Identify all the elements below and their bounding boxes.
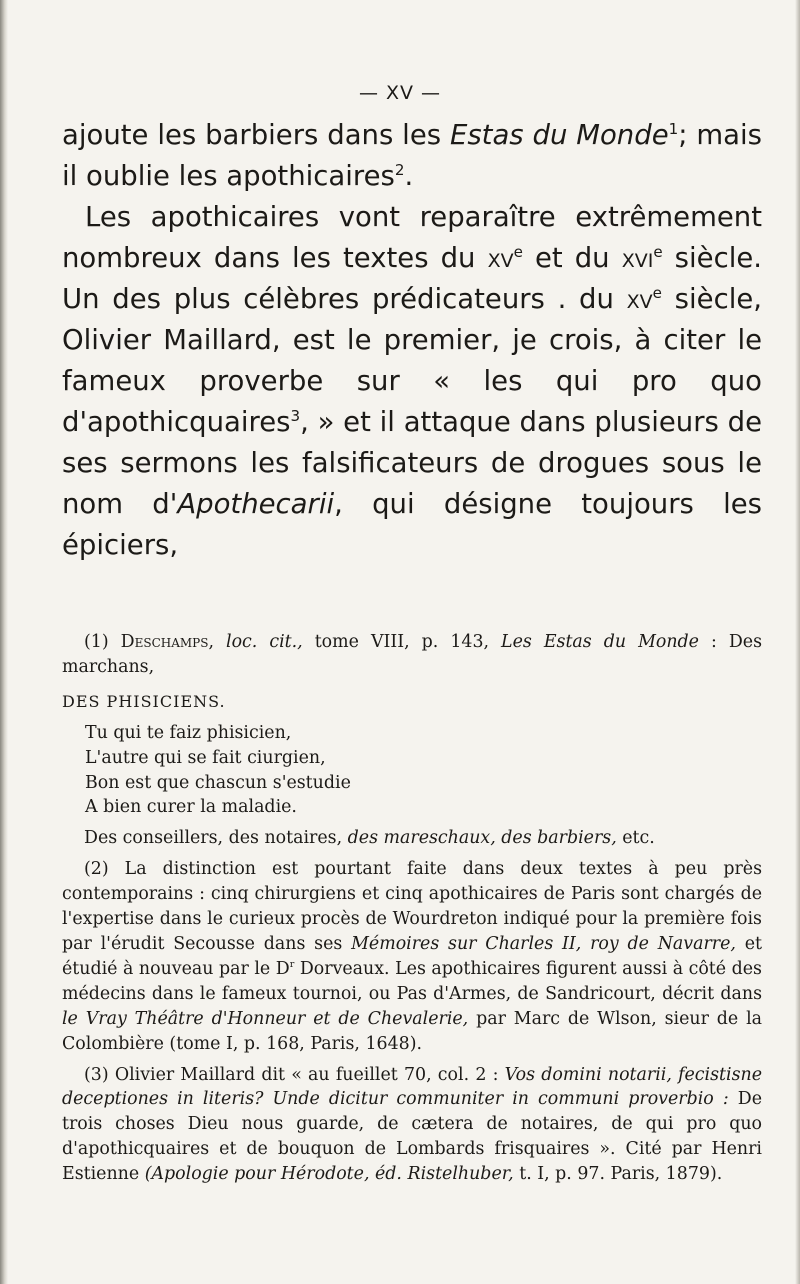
verse-heading: DES PHISICIENS. (62, 691, 226, 711)
verse-line: L'autre qui se fait ciurgien, (85, 747, 326, 768)
text-run: (3) Olivier Maillard dit « au fueillet 70, col. 2 : (84, 1064, 505, 1085)
book-title: Estas du Monde (449, 119, 669, 151)
verse-line: A bien curer la maladie. (85, 797, 297, 818)
latin-quote: Vos domini notarii, fecistisne deceptiones in literis? Unde dicitur communiter in communi proverbio : (62, 1064, 762, 1110)
text-run: ajoute les barbiers dans les (62, 119, 450, 151)
text-run: (2) La distinction est pourtant faite dans deux textes à peu près contemporains : cinq chirurgiens et cinq apothicaires de Paris sont chargés de l'expertise dans le curieux procès de Wourdreton indiqué pour la première fois par l'érudit Secousse dans ses (62, 859, 762, 954)
century-numeral: xvi (621, 242, 654, 274)
footnote-1-continued (62, 826, 762, 851)
text-run: ; mais il oublie les apothicaires (62, 119, 763, 192)
footnote-ref[interactable]: 1 (668, 119, 679, 138)
book-title: le Vray Théâtre d'Honneur et de Chevalerie, (62, 1008, 469, 1029)
book-title: (Apologie pour Hérodote, éd. Ristelhuber, (144, 1164, 514, 1185)
text-run: De trois choses Dieu nous guarde, de cætera de notaires, de qui pro quo d'apothicquaires et de bouquon de Lombards frisquaires ». Cité par Henri Estienne (62, 1089, 762, 1185)
ordinal-suffix: e (653, 242, 663, 261)
author-name: Deschamps, (120, 632, 215, 652)
citation-abbrev: loc. cit., (214, 632, 303, 652)
text-run: siècle, Olivier Maillard, est le premier, je crois, à citer le fameux proverbe sur « les qui pro quo d'apothicquaires (62, 283, 762, 438)
text-run: t. I, p. 97. Paris, 1879). (513, 1164, 723, 1185)
italic-run: des mareschaux, des barbiers, (347, 828, 617, 849)
page-binding-edge (0, 0, 8, 1284)
footnote-2 (62, 857, 762, 1056)
verse-block (62, 721, 762, 821)
paragraph (62, 115, 762, 197)
latin-term: Apothecarii (177, 488, 335, 520)
text-run: . (404, 160, 414, 192)
book-title: Mémoires sur Charles II, roy de Navarre, (351, 933, 736, 954)
footnote-3 (62, 1063, 762, 1188)
footnote-1 (62, 630, 762, 680)
abbrev-suffix: r (289, 959, 295, 971)
paragraph (62, 197, 762, 566)
text-run: Des conseillers, des notaires, (84, 828, 348, 849)
text-run: , » et il attaque dans plusieurs de ses sermons les falsificateurs de drogues sous le nom d' (62, 406, 762, 520)
main-text (62, 115, 762, 566)
text-run: et étudié à nouveau par le D (62, 933, 762, 979)
footnote-ref[interactable]: 2 (394, 160, 405, 179)
text-run: et du (522, 242, 622, 274)
footnotes (62, 630, 762, 1187)
verse-line: Bon est que chascun s'estudie (85, 772, 351, 793)
verse-line: Tu qui te faiz phisicien, (85, 722, 292, 743)
century-numeral: xv (626, 283, 653, 315)
text-run: tome VIII, p. 143, (302, 632, 502, 652)
century-numeral: xv (487, 242, 514, 274)
text-run: , qui désigne toujours les épiciers, (62, 488, 762, 561)
text-run: : Des marchans, (62, 632, 763, 677)
ordinal-suffix: e (513, 242, 523, 261)
ordinal-suffix: e (652, 283, 662, 302)
page-number: — XV — (358, 82, 442, 104)
footnote-number: (1) (84, 632, 121, 652)
text-run: etc. (616, 828, 655, 849)
text-run: Dorveaux. Les apothicaires figurent aussi à côté des médecins dans le fameux tournoi, ou Pas d'Armes, de Sandricourt, décrit dans (62, 958, 762, 1004)
page-right-edge (795, 0, 800, 1284)
text-run: Les apothicaires vont reparaître extrêmement nombreux dans les textes du (62, 201, 762, 274)
book-title: Les Estas du Monde (501, 632, 699, 652)
text-run: siècle. Un des plus célèbres prédicateurs . du (62, 242, 762, 315)
footnote-ref[interactable]: 3 (290, 406, 301, 425)
text-run: par Marc de Wlson, sieur de la Colombière (tome I, p. 168, Paris, 1648). (62, 1008, 763, 1054)
